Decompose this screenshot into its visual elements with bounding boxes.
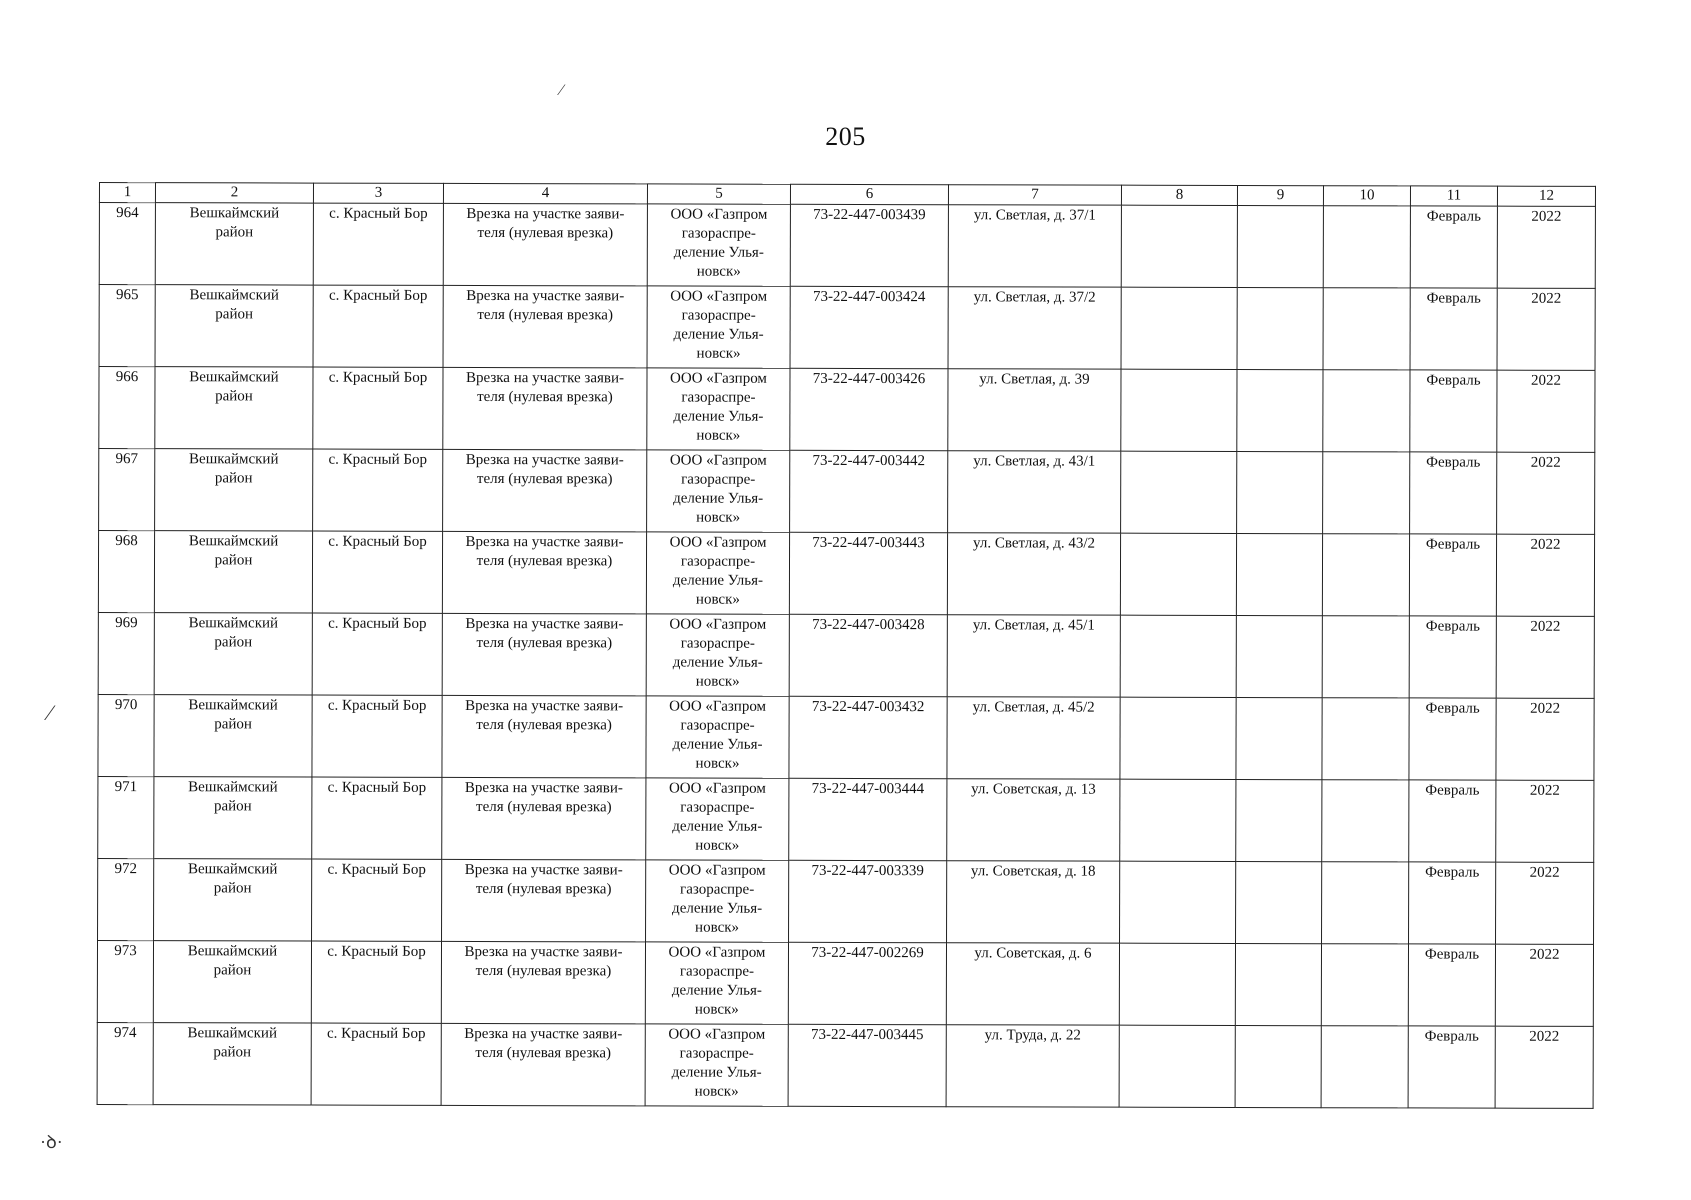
organization-cell-line: новск» <box>695 919 740 936</box>
address-cell: ул. Советская, д. 13 <box>947 779 1120 861</box>
work-type-cell-line: теля (нулевая врезка) <box>476 634 613 652</box>
month-cell: Февраль <box>1408 1026 1495 1108</box>
district-cell-line: район <box>214 470 253 487</box>
month-cell: Февраль <box>1409 534 1496 616</box>
organization-cell-line: газораспре- <box>680 717 755 734</box>
work-type-cell <box>442 695 646 778</box>
month-cell: Февраль <box>1408 944 1495 1026</box>
column-10-cell <box>1322 616 1409 698</box>
organization-cell-line: ООО «Газпром <box>670 288 768 305</box>
column-10-cell <box>1322 534 1409 616</box>
work-type-cell-line: теля (нулевая врезка) <box>476 716 612 734</box>
column-10-cell <box>1323 288 1410 370</box>
row-number-cell: 972 <box>98 858 154 940</box>
organization-cell-line: новск» <box>696 345 741 362</box>
organization-cell <box>647 450 790 532</box>
table-row <box>98 858 1594 944</box>
column-8-cell <box>1119 1025 1235 1107</box>
table-body <box>97 203 1595 1109</box>
column-9-cell <box>1237 451 1323 533</box>
organization-cell-line: новск» <box>696 263 741 280</box>
address-cell: ул. Светлая, д. 45/2 <box>947 697 1120 779</box>
work-type-cell-line: теля (нулевая врезка) <box>476 470 613 488</box>
column-header: 12 <box>1497 186 1595 206</box>
organization-cell-line: ООО «Газпром <box>669 452 767 469</box>
work-type-cell <box>443 203 647 286</box>
settlement-cell: с. Красный Бор <box>312 777 442 859</box>
work-type-cell-line: теля (нулевая врезка) <box>476 798 612 816</box>
year-cell: 2022 <box>1497 206 1595 288</box>
district-cell-line: район <box>214 552 253 569</box>
district-cell-line: район <box>215 388 253 405</box>
column-8-cell <box>1119 943 1235 1025</box>
district-cell <box>155 449 313 531</box>
year-cell: 2022 <box>1497 288 1595 370</box>
row-number-cell: 966 <box>99 367 155 449</box>
organization-cell <box>646 614 789 696</box>
month-cell: Февраль <box>1409 862 1496 944</box>
district-cell-line: район <box>215 224 254 241</box>
object-code-cell: 73-22-447-003424 <box>790 286 948 368</box>
column-9-cell <box>1237 287 1323 369</box>
column-8-cell <box>1121 287 1237 369</box>
organization-cell-line: деление Улья- <box>673 408 764 425</box>
month-cell: Февраль <box>1410 288 1497 370</box>
organization-cell-line: новск» <box>695 673 740 690</box>
organization-cell-line: деление Улья- <box>671 1064 762 1081</box>
column-header: 11 <box>1410 186 1497 206</box>
scan-speck: ⁄ <box>48 700 52 725</box>
district-cell-line: Вешкаймский <box>189 369 279 386</box>
scan-speck: ·ꝺ· <box>40 1132 63 1152</box>
organization-cell-line: новск» <box>694 1083 739 1100</box>
district-cell-line: Вешкаймский <box>188 615 279 632</box>
work-type-cell-line: Врезка на участке заяви- <box>464 779 623 797</box>
work-type-cell-line: теля (нулевая врезка) <box>475 1044 612 1062</box>
address-cell: ул. Светлая, д. 37/2 <box>948 287 1121 369</box>
district-cell <box>154 777 312 859</box>
organization-cell-line: газораспре- <box>680 553 756 570</box>
column-10-cell <box>1322 698 1409 780</box>
column-10-cell <box>1321 944 1408 1026</box>
work-type-cell-line: Врезка на участке заяви- <box>465 451 624 469</box>
district-cell <box>155 203 313 285</box>
column-8-cell <box>1121 369 1237 451</box>
object-code-cell: 73-22-447-003442 <box>790 450 948 532</box>
object-code-cell: 73-22-447-003443 <box>789 532 947 614</box>
district-cell-line: Вешкаймский <box>188 697 278 714</box>
organization-cell-line: газораспре- <box>679 1045 754 1062</box>
work-type-cell <box>441 1023 645 1106</box>
work-type-cell-line: Врезка на участке заяви- <box>465 369 625 387</box>
year-cell: 2022 <box>1496 780 1594 862</box>
work-type-cell <box>443 367 647 450</box>
column-10-cell <box>1323 370 1410 452</box>
year-cell: 2022 <box>1497 452 1595 534</box>
organization-cell <box>647 204 790 286</box>
work-type-cell <box>442 613 646 696</box>
column-header: 9 <box>1237 185 1323 205</box>
district-cell <box>154 695 312 777</box>
work-type-cell-line: теля (нулевая врезка) <box>477 388 613 406</box>
row-number-cell: 971 <box>98 776 154 858</box>
district-cell <box>154 859 312 941</box>
column-8-cell <box>1120 697 1236 779</box>
month-cell: Февраль <box>1409 780 1496 862</box>
district-cell <box>154 613 312 695</box>
column-9-cell <box>1236 533 1322 615</box>
work-type-cell-line: Врезка на участке заяви- <box>464 861 623 879</box>
settlement-cell: с. Красный Бор <box>311 1023 441 1105</box>
object-code-cell: 73-22-447-003444 <box>789 778 947 860</box>
column-9-cell <box>1236 861 1322 943</box>
address-cell: ул. Светлая, д. 45/1 <box>947 615 1120 697</box>
settlement-cell: с. Красный Бор <box>312 531 442 613</box>
organization-cell-line: деление Улья- <box>672 736 763 753</box>
year-cell: 2022 <box>1497 370 1595 452</box>
address-cell: ул. Светлая, д. 37/1 <box>948 205 1121 287</box>
organization-cell <box>646 860 789 942</box>
row-number-cell: 968 <box>98 531 154 613</box>
year-cell: 2022 <box>1495 944 1593 1026</box>
district-cell-line: Вешкаймский <box>188 779 278 796</box>
settlement-cell: с. Красный Бор <box>313 285 443 367</box>
settlement-cell: с. Красный Бор <box>313 203 443 285</box>
organization-cell <box>645 942 788 1024</box>
work-type-cell <box>442 531 646 614</box>
scan-speck: ⁄ <box>560 82 563 99</box>
column-8-cell <box>1120 533 1236 615</box>
object-code-cell: 73-22-447-003445 <box>788 1024 946 1106</box>
district-cell <box>155 367 313 449</box>
organization-cell-line: ООО «Газпром <box>670 206 768 223</box>
column-10-cell <box>1321 1026 1408 1108</box>
district-cell-line: район <box>213 880 252 897</box>
district-cell-line: Вешкаймский <box>189 451 279 468</box>
column-10-cell <box>1322 780 1409 862</box>
column-8-cell <box>1120 861 1236 943</box>
district-cell-line: район <box>214 716 252 733</box>
organization-cell-line: деление Улья- <box>672 654 763 671</box>
settlement-cell: с. Красный Бор <box>312 859 442 941</box>
work-type-cell-line: теля (нулевая врезка) <box>477 306 613 324</box>
table-row <box>98 531 1594 617</box>
organization-cell-line: ООО «Газпром <box>669 616 767 633</box>
organization-cell-line: газораспре- <box>679 963 755 980</box>
settlement-cell: с. Красный Бор <box>312 695 442 777</box>
column-10-cell <box>1322 862 1409 944</box>
settlement-cell: с. Красный Бор <box>312 613 442 695</box>
table-container <box>97 182 1595 1109</box>
district-cell-line: район <box>215 306 254 323</box>
address-cell: ул. Советская, д. 6 <box>946 943 1119 1025</box>
page-number: 205 <box>825 122 866 151</box>
district-cell <box>153 1023 311 1105</box>
organization-cell-line: ООО «Газпром <box>669 698 767 715</box>
column-header: 3 <box>313 183 443 203</box>
organization-cell-line: новск» <box>696 427 741 444</box>
work-type-cell <box>443 449 647 532</box>
row-number-cell: 970 <box>98 694 154 776</box>
organization-cell-line: деление Улья- <box>673 490 764 507</box>
work-type-cell <box>441 941 645 1024</box>
work-type-cell-line: Врезка на участке заяви- <box>466 205 625 223</box>
column-8-cell <box>1120 615 1236 697</box>
organization-cell-line: деление Улья- <box>672 900 763 917</box>
year-cell: 2022 <box>1496 698 1594 780</box>
column-10-cell <box>1323 206 1410 288</box>
work-type-cell-line: теля (нулевая врезка) <box>476 552 613 570</box>
settlement-cell: с. Красный Бор <box>313 367 443 449</box>
column-9-cell <box>1237 369 1323 451</box>
work-type-cell-line: теля (нулевая врезка) <box>475 880 612 898</box>
district-cell-line: Вешкаймский <box>188 533 279 550</box>
organization-cell-line: ООО «Газпром <box>668 862 766 879</box>
organization-cell-line: газораспре- <box>681 225 756 242</box>
column-9-cell <box>1235 943 1321 1025</box>
table-row <box>99 285 1595 371</box>
organization-cell <box>647 286 790 368</box>
district-cell <box>155 285 313 367</box>
district-cell-line: Вешкаймский <box>189 287 279 304</box>
table-row <box>98 694 1594 780</box>
month-cell: Февраль <box>1410 452 1497 534</box>
row-number-cell: 974 <box>97 1022 153 1104</box>
organization-cell <box>646 696 789 778</box>
column-header: 2 <box>155 183 313 203</box>
district-cell-line: район <box>213 962 252 979</box>
object-code-cell: 73-22-447-003426 <box>790 368 948 450</box>
settlement-cell: с. Красный Бор <box>313 449 443 531</box>
work-type-cell-line: теля (нулевая врезка) <box>475 962 612 980</box>
work-type-cell-line: Врезка на участке заяви- <box>465 533 624 551</box>
address-cell: ул. Советская, д. 18 <box>947 861 1120 943</box>
column-header: 1 <box>99 183 155 203</box>
object-code-cell: 73-22-447-003439 <box>790 204 948 286</box>
data-table <box>97 182 1596 1109</box>
organization-cell-line: деление Улья- <box>672 572 763 589</box>
organization-cell-line: газораспре- <box>680 799 755 816</box>
column-9-cell <box>1237 205 1323 287</box>
month-cell: Февраль <box>1409 616 1496 698</box>
work-type-cell-line: Врезка на участке заяви- <box>466 287 625 305</box>
district-cell-line: Вешкаймский <box>187 943 278 960</box>
organization-cell-line: ООО «Газпром <box>670 370 767 387</box>
organization-cell-line: ООО «Газпром <box>668 1026 766 1043</box>
district-cell-line: Вешкаймский <box>187 1025 278 1042</box>
district-cell <box>153 941 311 1023</box>
column-header: 6 <box>790 184 948 204</box>
address-cell: ул. Светлая, д. 39 <box>948 369 1121 451</box>
table-row <box>99 367 1595 453</box>
organization-cell-line: ООО «Газпром <box>669 534 767 551</box>
organization-cell-line: деление Улья- <box>672 818 763 835</box>
organization-cell <box>646 532 789 614</box>
organization-cell-line: газораспре- <box>681 389 756 406</box>
row-number-cell: 964 <box>99 203 155 285</box>
table-row <box>97 1022 1593 1108</box>
district-cell-line: Вешкаймский <box>187 861 278 878</box>
work-type-cell-line: Врезка на участке заяви- <box>465 697 624 715</box>
table-row <box>98 612 1594 698</box>
organization-cell-line: ООО «Газпром <box>668 780 766 797</box>
organization-cell <box>646 778 789 860</box>
work-type-cell-line: теля (нулевая врезка) <box>477 224 614 242</box>
organization-cell <box>647 368 790 450</box>
column-9-cell <box>1235 1025 1321 1107</box>
work-type-cell <box>443 285 647 368</box>
district-cell-line: район <box>213 798 252 815</box>
row-number-cell: 969 <box>98 612 154 694</box>
organization-cell-line: газораспре- <box>681 307 756 324</box>
address-cell: ул. Светлая, д. 43/2 <box>947 533 1120 615</box>
column-8-cell <box>1121 451 1237 533</box>
organization-cell-line: деление Улья- <box>673 326 764 343</box>
object-code-cell: 73-22-447-003432 <box>789 696 947 778</box>
column-9-cell <box>1236 779 1322 861</box>
column-header: 5 <box>647 184 790 204</box>
organization-cell-line: газораспре- <box>680 881 755 898</box>
year-cell: 2022 <box>1496 616 1594 698</box>
table-row <box>99 449 1595 535</box>
year-cell: 2022 <box>1496 534 1594 616</box>
month-cell: Февраль <box>1409 698 1496 780</box>
settlement-cell: с. Красный Бор <box>311 941 441 1023</box>
work-type-cell-line: Врезка на участке заяви- <box>464 943 623 961</box>
organization-cell-line: деление Улья- <box>673 244 764 261</box>
year-cell: 2022 <box>1495 1026 1593 1108</box>
row-number-cell: 973 <box>97 940 153 1022</box>
work-type-cell <box>442 859 646 942</box>
column-9-cell <box>1236 697 1322 779</box>
organization-cell <box>645 1024 788 1106</box>
column-header: 10 <box>1323 186 1410 206</box>
object-code-cell: 73-22-447-003428 <box>789 614 947 696</box>
organization-cell-line: газораспре- <box>680 635 755 652</box>
row-number-cell: 967 <box>99 449 155 531</box>
work-type-cell-line: Врезка на участке заяви- <box>465 615 624 633</box>
organization-cell-line: деление Улья- <box>671 982 762 999</box>
column-8-cell <box>1121 205 1237 287</box>
organization-cell-line: новск» <box>695 755 740 772</box>
object-code-cell: 73-22-447-003339 <box>789 860 947 942</box>
month-cell: Февраль <box>1410 206 1497 288</box>
table-row <box>99 203 1595 289</box>
work-type-cell-line: Врезка на участке заяви- <box>464 1025 623 1043</box>
organization-cell-line: новск» <box>695 591 740 608</box>
column-8-cell <box>1120 779 1236 861</box>
organization-cell-line: новск» <box>694 1001 739 1018</box>
table-row <box>98 776 1594 862</box>
column-9-cell <box>1236 615 1322 697</box>
column-header: 8 <box>1121 185 1237 205</box>
district-cell-line: район <box>214 634 253 651</box>
year-cell: 2022 <box>1496 862 1594 944</box>
district-cell-line: район <box>213 1044 252 1061</box>
organization-cell-line: новск» <box>695 837 740 854</box>
district-cell <box>154 531 312 613</box>
organization-cell-line: газораспре- <box>681 471 756 488</box>
column-10-cell <box>1323 452 1410 534</box>
row-number-cell: 965 <box>99 285 155 367</box>
column-header: 4 <box>443 183 647 204</box>
object-code-cell: 73-22-447-002269 <box>788 942 946 1024</box>
table-row <box>97 940 1593 1026</box>
organization-cell-line: новск» <box>696 509 741 526</box>
organization-cell-line: ООО «Газпром <box>668 944 766 961</box>
address-cell: ул. Труда, д. 22 <box>946 1025 1119 1107</box>
column-header: 7 <box>948 185 1121 205</box>
work-type-cell <box>442 777 646 860</box>
district-cell-line: Вешкаймский <box>189 205 280 222</box>
month-cell: Февраль <box>1410 370 1497 452</box>
address-cell: ул. Светлая, д. 43/1 <box>948 451 1121 533</box>
